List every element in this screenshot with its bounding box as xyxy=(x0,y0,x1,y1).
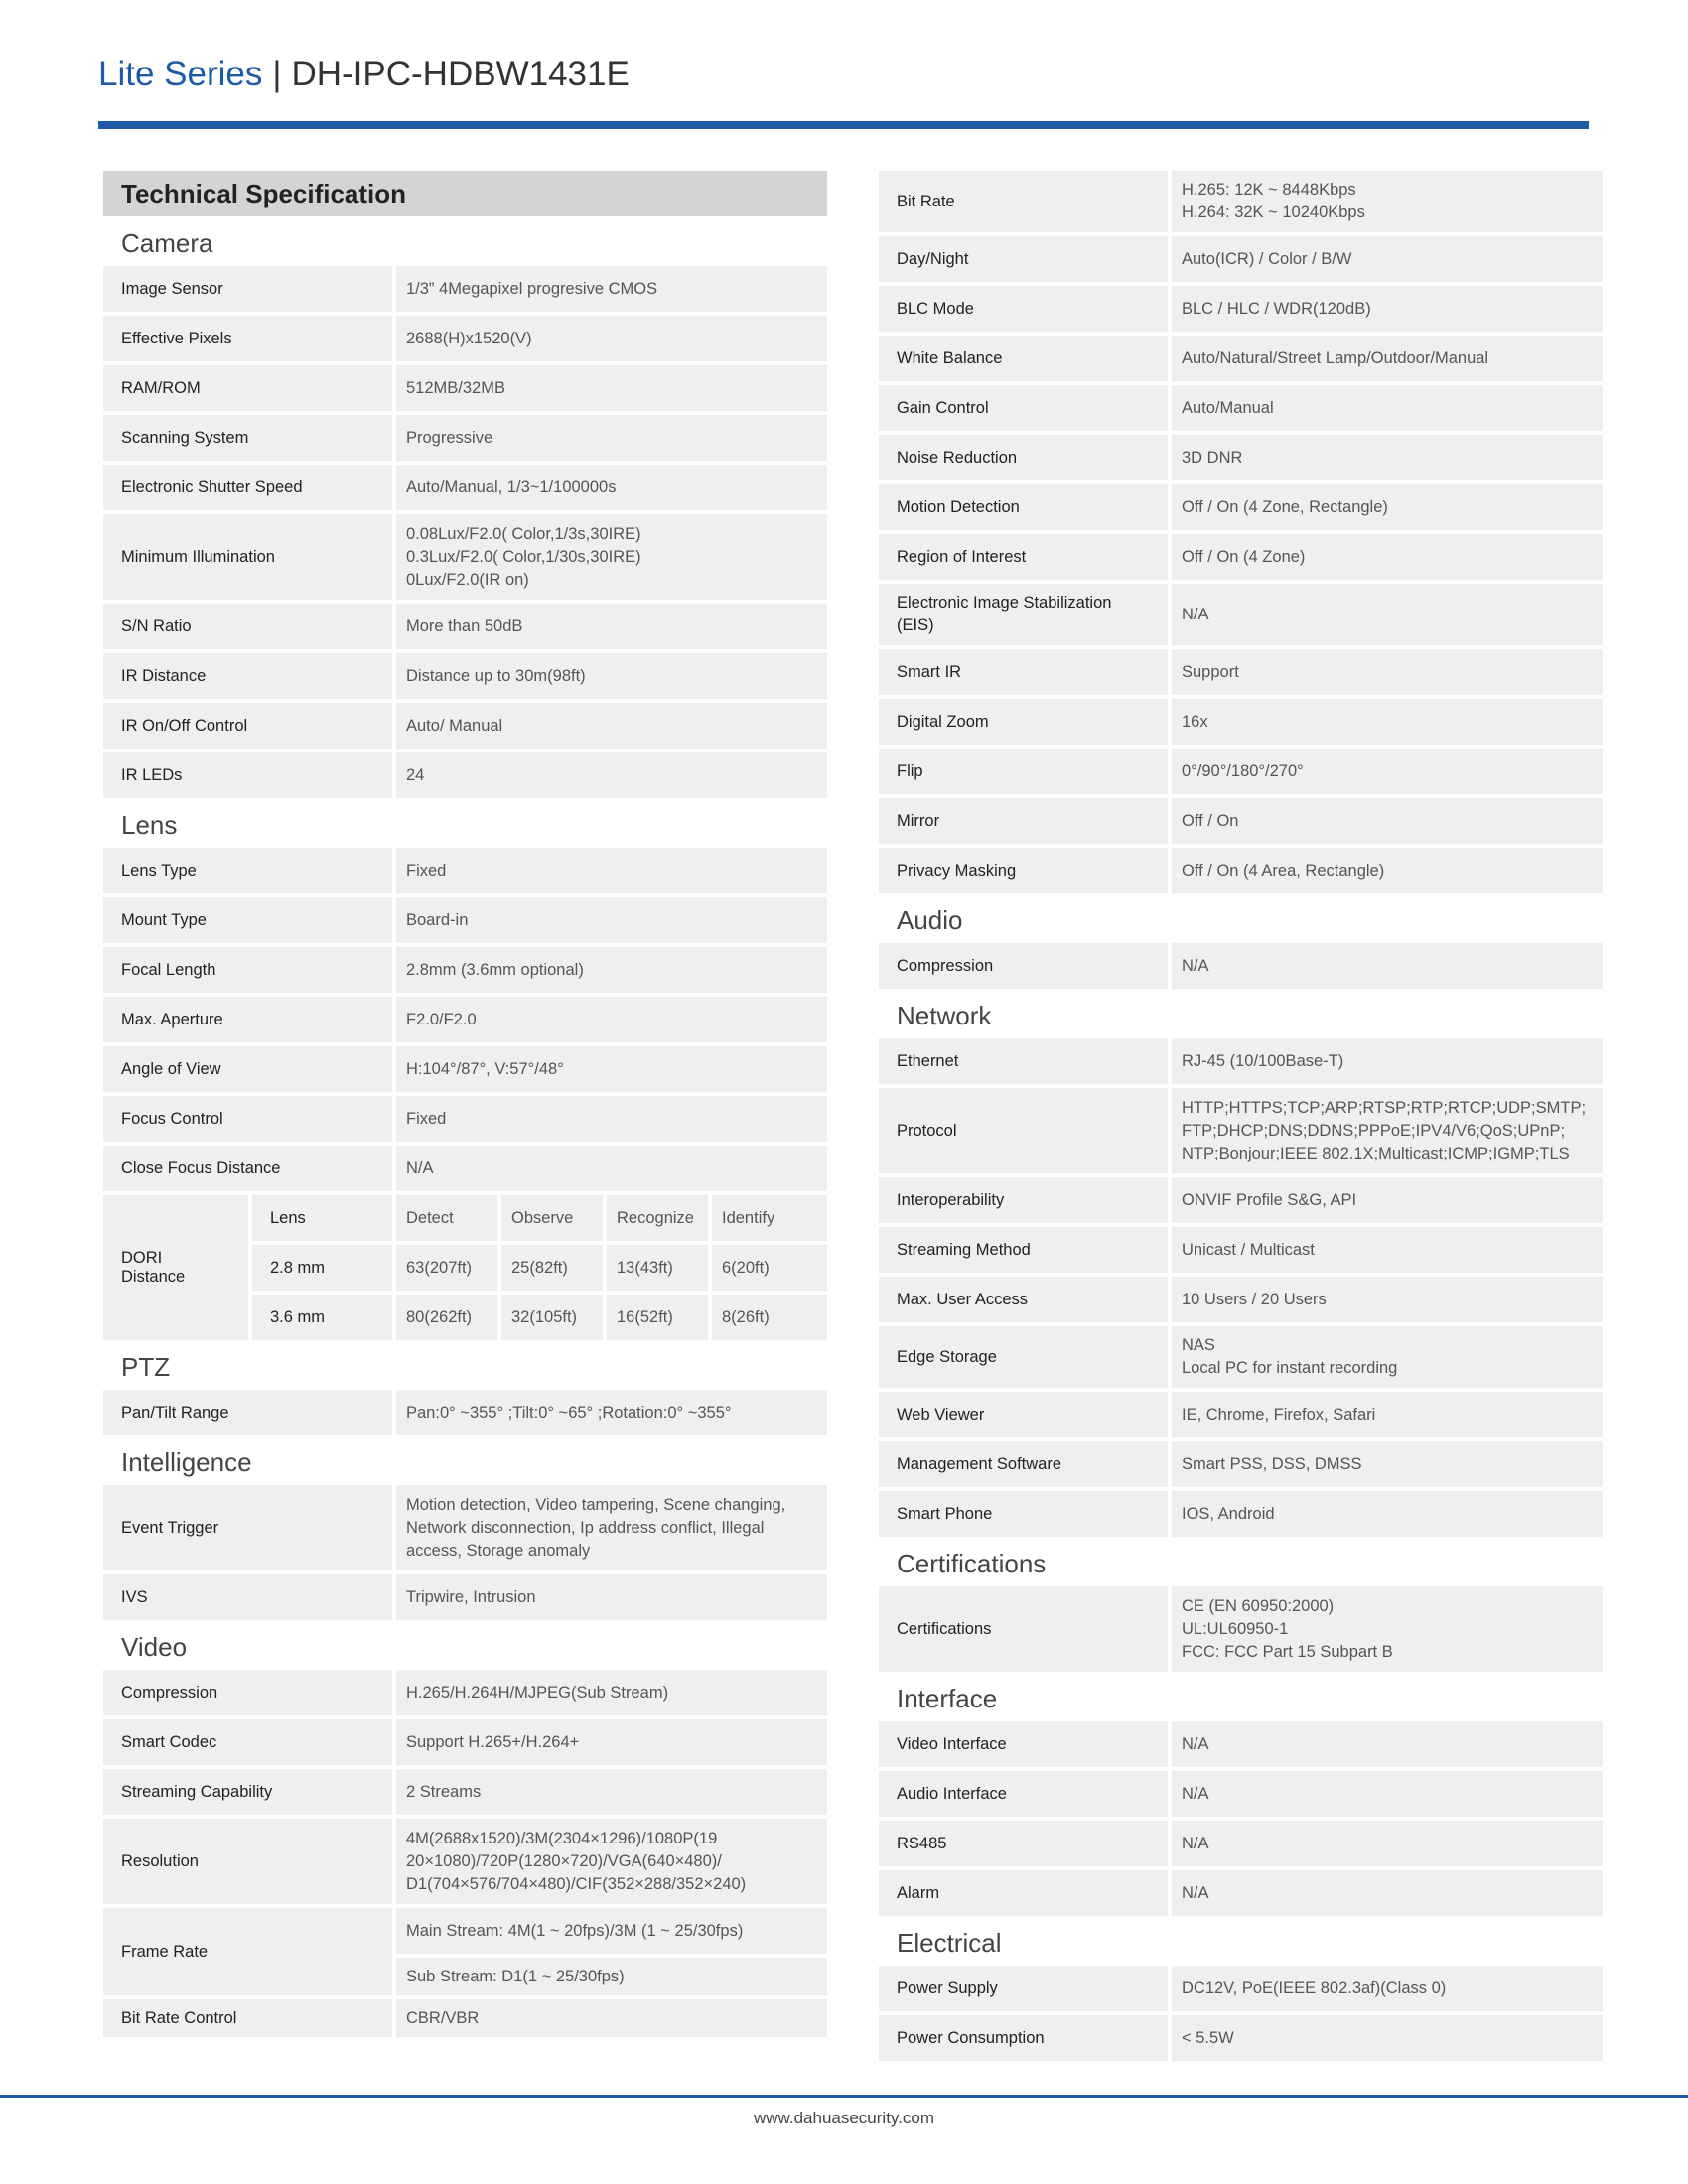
spec-label: Lens Type xyxy=(103,848,392,893)
right-column xyxy=(879,171,1603,2065)
series-name: Lite Series xyxy=(98,55,263,93)
spec-value-line: NTP;Bonjour;IEEE 802.1X;Multicast;ICMP;IGMP;TLS xyxy=(1182,1144,1570,1162)
section-title-camera: Camera xyxy=(121,228,213,258)
dori-cell: 25(82ft) xyxy=(501,1245,603,1291)
spec-value xyxy=(396,266,827,312)
spec-value: Main Stream: 4M(1 ~ 20fps)/3M (1 ~ 25/30fps) xyxy=(396,1908,827,1954)
spec-label: Day/Night xyxy=(879,236,1168,282)
spec-value xyxy=(396,1146,827,1191)
spec-value-line: D1(704×576/704×480)/CIF(352×288/352×240) xyxy=(406,1874,747,1893)
dori-header-cell: Detect xyxy=(396,1195,497,1241)
page-header xyxy=(98,50,630,99)
spec-row-privacy-masking xyxy=(879,848,1603,893)
spec-value-line: NAS xyxy=(1182,1336,1215,1354)
header-separator: | xyxy=(272,55,282,93)
spec-value xyxy=(396,604,827,649)
spec-value xyxy=(396,1390,827,1435)
spec-value-line: 0°/90°/180°/270° xyxy=(1182,761,1304,780)
left-sections xyxy=(103,220,827,1191)
spec-row-pan-tilt-range xyxy=(103,1390,827,1435)
spec-row-scanning-system xyxy=(103,415,827,461)
dori-distance-table xyxy=(103,1195,827,1340)
spec-value-line: Progressive xyxy=(406,428,493,447)
spec-row-close-focus-distance xyxy=(103,1146,827,1191)
spec-value xyxy=(1172,1586,1603,1672)
spec-value: CBR/VBR xyxy=(396,1999,827,2037)
spec-value xyxy=(396,897,827,943)
spec-value xyxy=(396,514,827,600)
spec-label: Frame Rate xyxy=(103,1908,392,1995)
left-sections-2 xyxy=(103,1344,827,1904)
spec-row-interoperability xyxy=(879,1177,1603,1223)
spec-value-line: Auto/ Manual xyxy=(406,716,503,735)
spec-row-protocol xyxy=(879,1088,1603,1173)
spec-label: Noise Reduction xyxy=(879,435,1168,480)
spec-value xyxy=(396,465,827,510)
spec-value xyxy=(1172,749,1603,794)
spec-value-line: Tripwire, Intrusion xyxy=(406,1587,536,1606)
spec-value xyxy=(1172,1177,1603,1223)
spec-label: White Balance xyxy=(879,336,1168,381)
spec-value-line: Unicast / Multicast xyxy=(1182,1240,1315,1259)
spec-label: Digital Zoom xyxy=(879,699,1168,745)
spec-value-line: IE, Chrome, Firefox, Safari xyxy=(1182,1405,1376,1424)
spec-value xyxy=(396,1574,827,1620)
spec-value-line: N/A xyxy=(1182,956,1209,975)
spec-value-line: < 5.5W xyxy=(1182,2028,1234,2047)
spec-value xyxy=(1172,336,1603,381)
spec-value xyxy=(1172,798,1603,844)
spec-row-white-balance xyxy=(879,336,1603,381)
spec-value-line: 0.08Lux/F2.0( Color,1/3s,30IRE) xyxy=(406,524,641,543)
spec-row-power-supply xyxy=(879,1966,1603,2011)
spec-row-alarm xyxy=(879,1870,1603,1916)
spec-row-frame-rate xyxy=(103,1908,827,1995)
spec-row-gain-control xyxy=(879,385,1603,431)
spec-value xyxy=(396,1719,827,1765)
spec-value-line: BLC / HLC / WDR(120dB) xyxy=(1182,299,1371,318)
section-title-certifications: Certifications xyxy=(897,1549,1047,1578)
spec-label: Mount Type xyxy=(103,897,392,943)
spec-value-line: H.264: 32K ~ 10240Kbps xyxy=(1182,204,1365,221)
left-column xyxy=(103,171,827,2041)
spec-row-streaming-capability xyxy=(103,1769,827,1815)
spec-value-line: 10 Users / 20 Users xyxy=(1182,1290,1327,1308)
spec-value-line: FTP;DHCP;DNS;DDNS;PPPoE;IPV4/V6;QoS;UPnP; xyxy=(1182,1121,1566,1140)
section-title-audio: Audio xyxy=(897,905,963,935)
spec-value-line: 4M(2688x1520)/3M(2304×1296)/1080P(19 xyxy=(406,1829,718,1847)
spec-value-line: UL:UL60950-1 xyxy=(1182,1619,1289,1638)
spec-row-streaming-method xyxy=(879,1227,1603,1273)
spec-label: Edge Storage xyxy=(879,1326,1168,1388)
dori-cell: 8(26ft) xyxy=(712,1295,827,1340)
spec-row-lens-type xyxy=(103,848,827,893)
spec-value xyxy=(396,1485,827,1570)
dori-cell: 63(207ft) xyxy=(396,1245,497,1291)
spec-label: Flip xyxy=(879,749,1168,794)
spec-value xyxy=(1172,2015,1603,2061)
spec-value-line: DC12V, PoE(IEEE 802.3af)(Class 0) xyxy=(1182,1979,1447,1997)
spec-value xyxy=(1172,1326,1603,1388)
spec-row-ethernet xyxy=(879,1038,1603,1084)
spec-label: Web Viewer xyxy=(879,1392,1168,1437)
spec-value xyxy=(1172,484,1603,530)
spec-value-line: Fixed xyxy=(406,861,447,880)
spec-label: Max. Aperture xyxy=(103,997,392,1042)
spec-label: Focus Control xyxy=(103,1096,392,1142)
spec-value-line: Network disconnection, Ip address conflict, Illegal xyxy=(406,1518,765,1537)
spec-value-line: Off / On (4 Zone) xyxy=(1182,547,1306,566)
spec-value-line: N/A xyxy=(1182,1883,1209,1902)
spec-label: Streaming Method xyxy=(879,1227,1168,1273)
spec-value xyxy=(1172,699,1603,745)
spec-label: S/N Ratio xyxy=(103,604,392,649)
spec-label: Minimum Illumination xyxy=(103,514,392,600)
spec-label: Power Supply xyxy=(879,1966,1168,2011)
spec-value-line: HTTP;HTTPS;TCP;ARP;RTSP;RTP;RTCP;UDP;SMTP; xyxy=(1182,1098,1587,1117)
spec-value-line: N/A xyxy=(1182,605,1209,623)
spec-label: Compression xyxy=(879,943,1168,989)
spec-row-resolution xyxy=(103,1819,827,1904)
spec-row-flip xyxy=(879,749,1603,794)
spec-row-electronic-shutter-speed xyxy=(103,465,827,510)
spec-value-line: N/A xyxy=(406,1159,434,1177)
section-title-ptz: PTZ xyxy=(121,1352,171,1382)
spec-value-line: access, Storage anomaly xyxy=(406,1541,591,1560)
spec-value-line: 2 Streams xyxy=(406,1782,482,1801)
spec-value xyxy=(396,316,827,361)
spec-value xyxy=(1172,1277,1603,1322)
spec-row-compression xyxy=(879,943,1603,989)
spec-label: Motion Detection xyxy=(879,484,1168,530)
section-title-lens: Lens xyxy=(121,810,178,840)
footer-rule xyxy=(0,2095,1688,2098)
spec-value-line: N/A xyxy=(1182,1784,1209,1803)
spec-value xyxy=(1172,1392,1603,1437)
spec-row-ir-on-off-control xyxy=(103,703,827,749)
spec-value xyxy=(1172,435,1603,480)
spec-value xyxy=(396,1046,827,1092)
spec-label: Interoperability xyxy=(879,1177,1168,1223)
spec-label: Event Trigger xyxy=(103,1485,392,1570)
spec-label: Smart Codec xyxy=(103,1719,392,1765)
footer-url: www.dahuasecurity.com xyxy=(753,2109,935,2127)
dori-header-cell: Identify xyxy=(712,1195,827,1241)
spec-label: RS485 xyxy=(879,1821,1168,1866)
spec-value-line: H.265: 12K ~ 8448Kbps xyxy=(1182,181,1356,199)
spec-row-mount-type xyxy=(103,897,827,943)
spec-value-line: RJ-45 (10/100Base-T) xyxy=(1182,1051,1344,1070)
header-rule xyxy=(98,121,1589,129)
spec-value-line: Off / On (4 Zone, Rectangle) xyxy=(1182,497,1388,516)
spec-label: Angle of View xyxy=(103,1046,392,1092)
spec-value-line: N/A xyxy=(1182,1734,1209,1753)
spec-value xyxy=(1172,171,1603,232)
spec-label: Close Focus Distance xyxy=(103,1146,392,1191)
spec-label: IR Distance xyxy=(103,653,392,699)
section-title-network: Network xyxy=(897,1001,992,1030)
spec-value xyxy=(1172,1870,1603,1916)
spec-label: Protocol xyxy=(879,1088,1168,1173)
spec-label: Privacy Masking xyxy=(879,848,1168,893)
spec-value xyxy=(396,848,827,893)
spec-row-electronic-image-stabilization-eis xyxy=(879,584,1603,645)
spec-value-line: ONVIF Profile S&G, API xyxy=(1182,1190,1357,1209)
spec-row-noise-reduction xyxy=(879,435,1603,480)
spec-value xyxy=(396,947,827,993)
dori-cell: 2.8 mm xyxy=(252,1245,392,1291)
spec-row-web-viewer xyxy=(879,1392,1603,1437)
spec-row-ir-distance xyxy=(103,653,827,699)
dori-cell: 3.6 mm xyxy=(252,1295,392,1340)
spec-value-line: Off / On (4 Area, Rectangle) xyxy=(1182,861,1385,880)
spec-value xyxy=(1172,1966,1603,2011)
section-title-interface: Interface xyxy=(897,1684,998,1713)
spec-row-angle-of-view xyxy=(103,1046,827,1092)
spec-label: Resolution xyxy=(103,1819,392,1904)
spec-label: Certifications xyxy=(879,1586,1168,1672)
spec-value xyxy=(396,1096,827,1142)
spec-value-line: Distance up to 30m(98ft) xyxy=(406,666,586,685)
spec-value xyxy=(396,752,827,798)
spec-value xyxy=(1172,1491,1603,1537)
spec-value xyxy=(396,997,827,1042)
section-title-electrical: Electrical xyxy=(897,1928,1002,1958)
spec-label: IR On/Off Control xyxy=(103,703,392,749)
spec-value-line: Motion detection, Video tampering, Scene changing, xyxy=(406,1495,786,1514)
spec-value-line: Local PC for instant recording xyxy=(1182,1359,1398,1377)
spec-value xyxy=(1172,236,1603,282)
spec-row-digital-zoom xyxy=(879,699,1603,745)
dori-header-cell: Observe xyxy=(501,1195,603,1241)
spec-value xyxy=(1172,1721,1603,1767)
spec-label: Region of Interest xyxy=(879,534,1168,580)
spec-value xyxy=(396,653,827,699)
spec-value-line: Auto(ICR) / Color / B/W xyxy=(1182,249,1352,268)
spec-value-line: 16x xyxy=(1182,712,1208,731)
spec-value-line: Fixed xyxy=(406,1109,447,1128)
dori-cell: 16(52ft) xyxy=(607,1295,708,1340)
spec-row-video-interface xyxy=(879,1721,1603,1767)
spec-value-line: Auto/Manual, 1/3~1/100000s xyxy=(406,478,617,496)
spec-value-line: 0.3Lux/F2.0( Color,1/30s,30IRE) xyxy=(406,547,641,566)
spec-value-line: Pan:0° ~355° ;Tilt:0° ~65° ;Rotation:0° ~355° xyxy=(406,1403,732,1422)
spec-value: Sub Stream: D1(1 ~ 25/30fps) xyxy=(396,1958,827,1995)
spec-value-line: Auto/Natural/Street Lamp/Outdoor/Manual xyxy=(1182,348,1489,367)
spec-row-power-consumption xyxy=(879,2015,1603,2061)
spec-row-management-software xyxy=(879,1441,1603,1487)
spec-value xyxy=(396,703,827,749)
dori-label: DORI Distance xyxy=(103,1195,248,1340)
spec-value-line: FCC: FCC Part 15 Subpart B xyxy=(1182,1642,1393,1661)
spec-row-blc-mode xyxy=(879,286,1603,332)
spec-value xyxy=(396,1670,827,1715)
spec-label: Alarm xyxy=(879,1870,1168,1916)
spec-label: Electronic Shutter Speed xyxy=(103,465,392,510)
spec-value-line: Smart PSS, DSS, DMSS xyxy=(1182,1454,1362,1473)
model-name: DH-IPC-HDBW1431E xyxy=(291,55,630,93)
spec-value-line: N/A xyxy=(1182,1834,1209,1852)
spec-value xyxy=(1172,584,1603,645)
section-title-intelligence: Intelligence xyxy=(121,1447,252,1477)
spec-label: Focal Length xyxy=(103,947,392,993)
spec-row-focus-control xyxy=(103,1096,827,1142)
spec-value-line: 512MB/32MB xyxy=(406,378,505,397)
spec-value xyxy=(1172,385,1603,431)
spec-row-smart-codec xyxy=(103,1719,827,1765)
spec-value-line: IOS, Android xyxy=(1182,1504,1275,1523)
spec-value xyxy=(1172,534,1603,580)
spec-row-region-of-interest xyxy=(879,534,1603,580)
spec-label: Max. User Access xyxy=(879,1277,1168,1322)
spec-value-line: CE (EN 60950:2000) xyxy=(1182,1596,1335,1615)
spec-row-mirror xyxy=(879,798,1603,844)
spec-row-ir-leds xyxy=(103,752,827,798)
spec-label: Scanning System xyxy=(103,415,392,461)
spec-row-s-n-ratio xyxy=(103,604,827,649)
spec-row-bit-rate xyxy=(879,171,1603,232)
spec-row-rs485 xyxy=(879,1821,1603,1866)
spec-label: Streaming Capability xyxy=(103,1769,392,1815)
spec-row-minimum-illumination xyxy=(103,514,827,600)
spec-value-line: H:104°/87°, V:57°/48° xyxy=(406,1059,564,1078)
spec-row-smart-phone xyxy=(879,1491,1603,1537)
spec-value xyxy=(1172,1227,1603,1273)
spec-value xyxy=(1172,848,1603,893)
spec-label: RAM/ROM xyxy=(103,365,392,411)
spec-value xyxy=(1172,1441,1603,1487)
spec-value-line: Auto/Manual xyxy=(1182,398,1274,417)
spec-row-smart-ir xyxy=(879,649,1603,695)
spec-value-line: Support H.265+/H.264+ xyxy=(406,1732,580,1751)
spec-row-motion-detection xyxy=(879,484,1603,530)
spec-value-line: 2688(H)x1520(V) xyxy=(406,329,532,347)
spec-row-max-user-access xyxy=(879,1277,1603,1322)
spec-value xyxy=(1172,1771,1603,1817)
spec-row-focal-length xyxy=(103,947,827,993)
spec-label: IR LEDs xyxy=(103,752,392,798)
spec-label: Effective Pixels xyxy=(103,316,392,361)
dori-cell: 13(43ft) xyxy=(607,1245,708,1291)
dori-cell: 80(262ft) xyxy=(396,1295,497,1340)
spec-label: BLC Mode xyxy=(879,286,1168,332)
spec-banner: Technical Specification xyxy=(103,171,827,216)
dori-cell: 6(20ft) xyxy=(712,1245,827,1291)
spec-row-bit-rate-control xyxy=(103,1999,827,2037)
spec-row-compression xyxy=(103,1670,827,1715)
spec-label: Video Interface xyxy=(879,1721,1168,1767)
spec-label: IVS xyxy=(103,1574,392,1620)
spec-value-line: 3D DNR xyxy=(1182,448,1243,467)
spec-row-image-sensor xyxy=(103,266,827,312)
spec-value-line: More than 50dB xyxy=(406,616,523,635)
spec-label: Compression xyxy=(103,1670,392,1715)
spec-label: Electronic Image Stabilization (EIS) xyxy=(879,584,1168,645)
spec-label: Smart IR xyxy=(879,649,1168,695)
spec-label: Ethernet xyxy=(879,1038,1168,1084)
spec-value-line: 2.8mm (3.6mm optional) xyxy=(406,960,584,979)
spec-value xyxy=(1172,1088,1603,1173)
spec-value xyxy=(1172,286,1603,332)
spec-label: Bit Rate Control xyxy=(103,1999,392,2037)
spec-label: Mirror xyxy=(879,798,1168,844)
spec-value xyxy=(396,1769,827,1815)
spec-label: Image Sensor xyxy=(103,266,392,312)
spec-row-effective-pixels xyxy=(103,316,827,361)
right-sections xyxy=(879,897,1603,2061)
spec-label: Audio Interface xyxy=(879,1771,1168,1817)
spec-label: Smart Phone xyxy=(879,1491,1168,1537)
spec-value xyxy=(1172,649,1603,695)
spec-label: Pan/Tilt Range xyxy=(103,1390,392,1435)
section-title-video: Video xyxy=(121,1632,188,1662)
spec-row-event-trigger xyxy=(103,1485,827,1570)
spec-value-line: Board-in xyxy=(406,910,469,929)
spec-label: Bit Rate xyxy=(879,171,1168,232)
spec-value xyxy=(396,1819,827,1904)
right-top-rows xyxy=(879,171,1603,893)
spec-label: Power Consumption xyxy=(879,2015,1168,2061)
dori-cell: 32(105ft) xyxy=(501,1295,603,1340)
spec-value-line: Off / On xyxy=(1182,811,1239,830)
spec-label: Management Software xyxy=(879,1441,1168,1487)
spec-row-audio-interface xyxy=(879,1771,1603,1817)
spec-row-max-aperture xyxy=(103,997,827,1042)
spec-value-line: 20×1080)/720P(1280×720)/VGA(640×480)/ xyxy=(406,1851,722,1870)
spec-value-line: F2.0/F2.0 xyxy=(406,1010,477,1028)
spec-value-line: H.265/H.264H/MJPEG(Sub Stream) xyxy=(406,1683,669,1702)
dori-header-cell: Lens xyxy=(252,1195,392,1241)
spec-value xyxy=(1172,943,1603,989)
spec-label: Gain Control xyxy=(879,385,1168,431)
spec-row-ram-rom xyxy=(103,365,827,411)
spec-value-line: Support xyxy=(1182,662,1239,681)
spec-row-certifications xyxy=(879,1586,1603,1672)
spec-row-ivs xyxy=(103,1574,827,1620)
spec-row-day-night xyxy=(879,236,1603,282)
spec-value-line: 0Lux/F2.0(IR on) xyxy=(406,570,529,589)
dori-grid xyxy=(252,1195,827,1340)
spec-value-line: 24 xyxy=(406,765,425,784)
spec-value-line: 1/3” 4Megapixel progresive CMOS xyxy=(406,279,658,298)
dori-header-cell: Recognize xyxy=(607,1195,708,1241)
spec-value xyxy=(1172,1821,1603,1866)
spec-value xyxy=(396,415,827,461)
spec-row-edge-storage xyxy=(879,1326,1603,1388)
spec-value xyxy=(396,365,827,411)
spec-value xyxy=(1172,1038,1603,1084)
